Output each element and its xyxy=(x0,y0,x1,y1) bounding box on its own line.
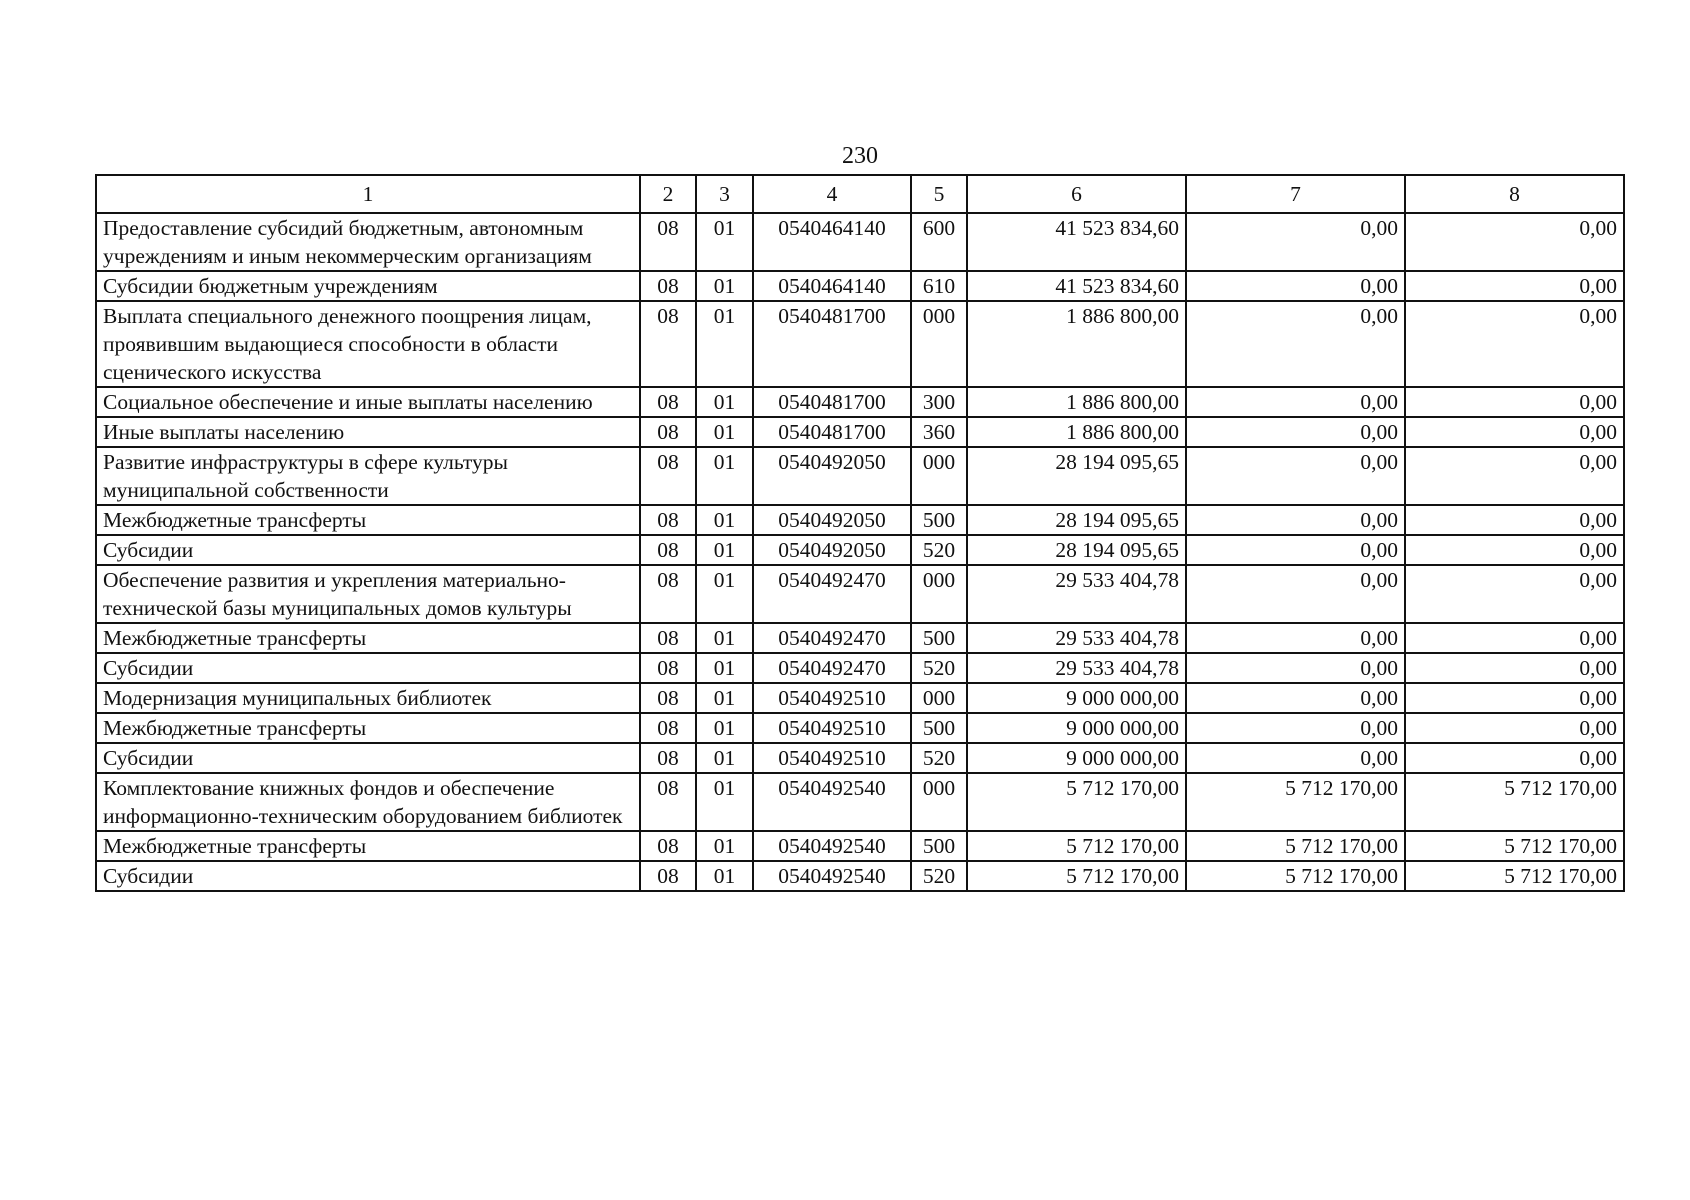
budget-table xyxy=(95,174,1625,892)
section-cell: 08 xyxy=(640,743,696,773)
amount-col8-cell: 5 712 170,00 xyxy=(1405,773,1624,831)
target-article-cell: 0540464140 xyxy=(753,271,911,301)
amount-col7-cell: 0,00 xyxy=(1186,301,1405,387)
amount-col7-cell: 5 712 170,00 xyxy=(1186,861,1405,891)
expense-type-cell: 500 xyxy=(911,505,967,535)
item-name-cell: Межбюджетные трансферты xyxy=(96,831,640,861)
table-row xyxy=(96,861,1624,891)
amount-col7-cell: 0,00 xyxy=(1186,623,1405,653)
expense-type-cell: 000 xyxy=(911,447,967,505)
amount-col8-cell: 0,00 xyxy=(1405,623,1624,653)
amount-col6-cell: 29 533 404,78 xyxy=(967,623,1186,653)
subsection-cell: 01 xyxy=(696,387,753,417)
expense-type-cell: 600 xyxy=(911,213,967,271)
expense-type-cell: 000 xyxy=(911,683,967,713)
expense-type-cell: 500 xyxy=(911,713,967,743)
target-article-cell: 0540492540 xyxy=(753,773,911,831)
section-cell: 08 xyxy=(640,535,696,565)
section-cell: 08 xyxy=(640,213,696,271)
target-article-cell: 0540481700 xyxy=(753,301,911,387)
item-name-cell: Обеспечение развития и укрепления материально-технической базы муниципальных домов культуры xyxy=(96,565,640,623)
amount-col8-cell: 0,00 xyxy=(1405,447,1624,505)
amount-col7-cell: 0,00 xyxy=(1186,387,1405,417)
expense-type-cell: 520 xyxy=(911,535,967,565)
amount-col8-cell: 0,00 xyxy=(1405,535,1624,565)
section-cell: 08 xyxy=(640,271,696,301)
amount-col6-cell: 28 194 095,65 xyxy=(967,535,1186,565)
section-cell: 08 xyxy=(640,301,696,387)
amount-col8-cell: 0,00 xyxy=(1405,271,1624,301)
amount-col6-cell: 1 886 800,00 xyxy=(967,387,1186,417)
expense-type-cell: 610 xyxy=(911,271,967,301)
item-name-cell: Субсидии xyxy=(96,861,640,891)
section-cell: 08 xyxy=(640,773,696,831)
expense-type-cell: 000 xyxy=(911,301,967,387)
amount-col6-cell: 29 533 404,78 xyxy=(967,653,1186,683)
section-cell: 08 xyxy=(640,713,696,743)
amount-col7-cell: 0,00 xyxy=(1186,683,1405,713)
amount-col6-cell: 41 523 834,60 xyxy=(967,271,1186,301)
subsection-cell: 01 xyxy=(696,417,753,447)
item-name-cell: Модернизация муниципальных библиотек xyxy=(96,683,640,713)
table-row xyxy=(96,387,1624,417)
target-article-cell: 0540492510 xyxy=(753,713,911,743)
subsection-cell: 01 xyxy=(696,271,753,301)
target-article-cell: 0540492510 xyxy=(753,743,911,773)
item-name-cell: Межбюджетные трансферты xyxy=(96,505,640,535)
column-header-8: 8 xyxy=(1405,175,1624,213)
amount-col6-cell: 41 523 834,60 xyxy=(967,213,1186,271)
amount-col7-cell: 0,00 xyxy=(1186,535,1405,565)
amount-col8-cell: 0,00 xyxy=(1405,505,1624,535)
amount-col6-cell: 28 194 095,65 xyxy=(967,505,1186,535)
table-row xyxy=(96,831,1624,861)
expense-type-cell: 520 xyxy=(911,653,967,683)
amount-col7-cell: 0,00 xyxy=(1186,713,1405,743)
amount-col8-cell: 0,00 xyxy=(1405,713,1624,743)
column-header-3: 3 xyxy=(696,175,753,213)
expense-type-cell: 000 xyxy=(911,565,967,623)
section-cell: 08 xyxy=(640,683,696,713)
expense-type-cell: 000 xyxy=(911,773,967,831)
item-name-cell: Субсидии xyxy=(96,535,640,565)
amount-col8-cell: 0,00 xyxy=(1405,683,1624,713)
target-article-cell: 0540481700 xyxy=(753,387,911,417)
section-cell: 08 xyxy=(640,505,696,535)
header-row xyxy=(96,175,1624,213)
expense-type-cell: 520 xyxy=(911,743,967,773)
amount-col6-cell: 1 886 800,00 xyxy=(967,301,1186,387)
table-row xyxy=(96,565,1624,623)
section-cell: 08 xyxy=(640,387,696,417)
expense-type-cell: 500 xyxy=(911,831,967,861)
amount-col7-cell: 0,00 xyxy=(1186,653,1405,683)
amount-col7-cell: 0,00 xyxy=(1186,447,1405,505)
subsection-cell: 01 xyxy=(696,653,753,683)
table-row xyxy=(96,447,1624,505)
amount-col8-cell: 0,00 xyxy=(1405,565,1624,623)
table-row xyxy=(96,683,1624,713)
item-name-cell: Межбюджетные трансферты xyxy=(96,713,640,743)
target-article-cell: 0540492050 xyxy=(753,505,911,535)
amount-col7-cell: 5 712 170,00 xyxy=(1186,831,1405,861)
section-cell: 08 xyxy=(640,565,696,623)
target-article-cell: 0540492050 xyxy=(753,535,911,565)
amount-col6-cell: 29 533 404,78 xyxy=(967,565,1186,623)
table-row xyxy=(96,623,1624,653)
table-row xyxy=(96,271,1624,301)
section-cell: 08 xyxy=(640,861,696,891)
column-header-6: 6 xyxy=(967,175,1186,213)
target-article-cell: 0540492470 xyxy=(753,565,911,623)
item-name-cell: Субсидии бюджетным учреждениям xyxy=(96,271,640,301)
page-number: 230 xyxy=(842,143,878,169)
table-row xyxy=(96,713,1624,743)
amount-col7-cell: 0,00 xyxy=(1186,565,1405,623)
column-header-1: 1 xyxy=(96,175,640,213)
table-row xyxy=(96,505,1624,535)
amount-col6-cell: 5 712 170,00 xyxy=(967,831,1186,861)
subsection-cell: 01 xyxy=(696,683,753,713)
section-cell: 08 xyxy=(640,623,696,653)
amount-col7-cell: 0,00 xyxy=(1186,271,1405,301)
section-cell: 08 xyxy=(640,653,696,683)
amount-col8-cell: 0,00 xyxy=(1405,387,1624,417)
expense-type-cell: 300 xyxy=(911,387,967,417)
amount-col7-cell: 0,00 xyxy=(1186,213,1405,271)
item-name-cell: Социальное обеспечение и иные выплаты населению xyxy=(96,387,640,417)
item-name-cell: Иные выплаты населению xyxy=(96,417,640,447)
item-name-cell: Комплектование книжных фондов и обеспечение информационно-техническим оборудованием библиотек xyxy=(96,773,640,831)
table-row xyxy=(96,213,1624,271)
subsection-cell: 01 xyxy=(696,301,753,387)
expense-type-cell: 500 xyxy=(911,623,967,653)
section-cell: 08 xyxy=(640,831,696,861)
amount-col8-cell: 0,00 xyxy=(1405,213,1624,271)
table-row xyxy=(96,653,1624,683)
item-name-cell: Предоставление субсидий бюджетным, автономным учреждениям и иным некоммерческим организациям xyxy=(96,213,640,271)
subsection-cell: 01 xyxy=(696,535,753,565)
subsection-cell: 01 xyxy=(696,773,753,831)
table-row xyxy=(96,773,1624,831)
column-header-4: 4 xyxy=(753,175,911,213)
subsection-cell: 01 xyxy=(696,623,753,653)
column-header-2: 2 xyxy=(640,175,696,213)
section-cell: 08 xyxy=(640,447,696,505)
amount-col8-cell: 5 712 170,00 xyxy=(1405,831,1624,861)
subsection-cell: 01 xyxy=(696,505,753,535)
amount-col6-cell: 5 712 170,00 xyxy=(967,861,1186,891)
target-article-cell: 0540464140 xyxy=(753,213,911,271)
subsection-cell: 01 xyxy=(696,743,753,773)
subsection-cell: 01 xyxy=(696,831,753,861)
subsection-cell: 01 xyxy=(696,565,753,623)
target-article-cell: 0540481700 xyxy=(753,417,911,447)
target-article-cell: 0540492540 xyxy=(753,831,911,861)
amount-col6-cell: 9 000 000,00 xyxy=(967,743,1186,773)
amount-col8-cell: 0,00 xyxy=(1405,417,1624,447)
target-article-cell: 0540492510 xyxy=(753,683,911,713)
amount-col6-cell: 9 000 000,00 xyxy=(967,713,1186,743)
item-name-cell: Субсидии xyxy=(96,743,640,773)
table-body xyxy=(96,213,1624,891)
item-name-cell: Межбюджетные трансферты xyxy=(96,623,640,653)
item-name-cell: Субсидии xyxy=(96,653,640,683)
target-article-cell: 0540492540 xyxy=(753,861,911,891)
amount-col8-cell: 0,00 xyxy=(1405,653,1624,683)
expense-type-cell: 520 xyxy=(911,861,967,891)
amount-col7-cell: 0,00 xyxy=(1186,417,1405,447)
amount-col7-cell: 0,00 xyxy=(1186,505,1405,535)
amount-col6-cell: 5 712 170,00 xyxy=(967,773,1186,831)
table-row xyxy=(96,535,1624,565)
amount-col8-cell: 0,00 xyxy=(1405,743,1624,773)
target-article-cell: 0540492050 xyxy=(753,447,911,505)
table-row xyxy=(96,417,1624,447)
amount-col6-cell: 28 194 095,65 xyxy=(967,447,1186,505)
amount-col7-cell: 0,00 xyxy=(1186,743,1405,773)
amount-col6-cell: 9 000 000,00 xyxy=(967,683,1186,713)
amount-col8-cell: 0,00 xyxy=(1405,301,1624,387)
item-name-cell: Выплата специального денежного поощрения лицам, проявившим выдающиеся способности в области сценического искусства xyxy=(96,301,640,387)
amount-col7-cell: 5 712 170,00 xyxy=(1186,773,1405,831)
subsection-cell: 01 xyxy=(696,213,753,271)
subsection-cell: 01 xyxy=(696,713,753,743)
target-article-cell: 0540492470 xyxy=(753,623,911,653)
subsection-cell: 01 xyxy=(696,861,753,891)
subsection-cell: 01 xyxy=(696,447,753,505)
item-name-cell: Развитие инфраструктуры в сфере культуры муниципальной собственности xyxy=(96,447,640,505)
table-row xyxy=(96,301,1624,387)
expense-type-cell: 360 xyxy=(911,417,967,447)
amount-col6-cell: 1 886 800,00 xyxy=(967,417,1186,447)
section-cell: 08 xyxy=(640,417,696,447)
amount-col8-cell: 5 712 170,00 xyxy=(1405,861,1624,891)
column-header-7: 7 xyxy=(1186,175,1405,213)
table-row xyxy=(96,743,1624,773)
column-header-5: 5 xyxy=(911,175,967,213)
target-article-cell: 0540492470 xyxy=(753,653,911,683)
